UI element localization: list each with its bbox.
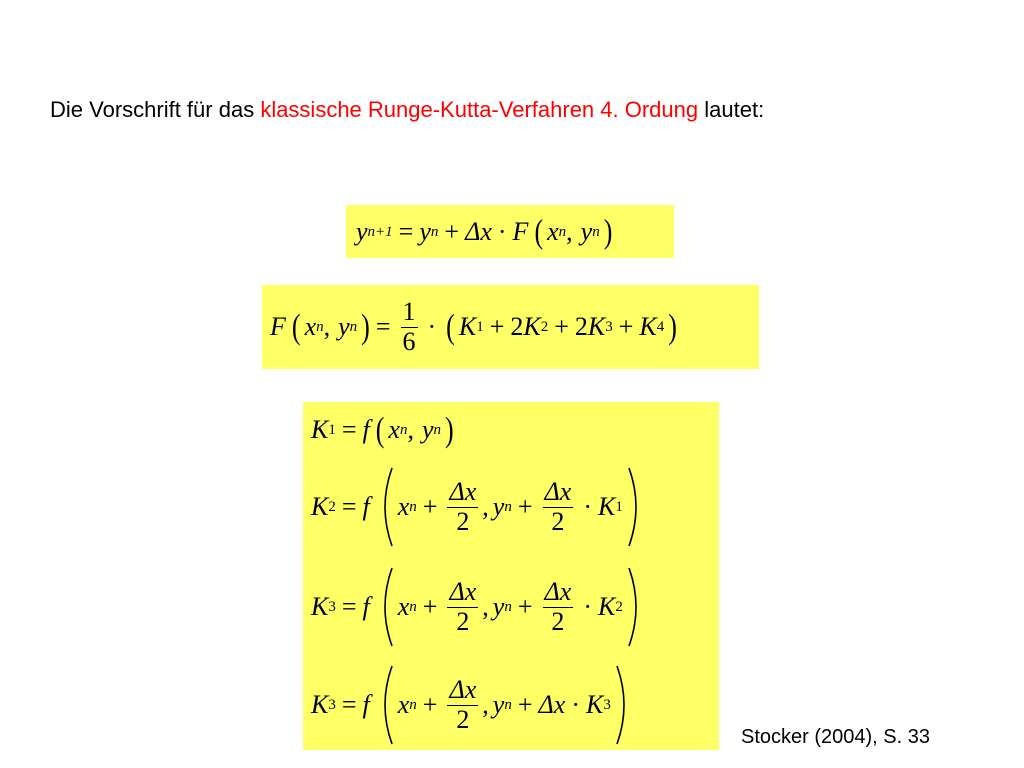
formula-k3: K 3 = f x n + $\frac{\Delta x}{2}$ , y n + $\frac{\Delta x}{2}$ · K 2 bbox=[311, 564, 645, 650]
intro-highlight: klassische Runge-Kutta-Verfahren 4. Ordung bbox=[260, 97, 699, 122]
intro-text-before: Die Vorschrift für das bbox=[50, 97, 255, 122]
formula-increment: F ( x n , y n ) = $\frac{1}{6}$ · ( K 1 + 2 K 2 + 2 K 3 + K 4 ) bbox=[270, 296, 677, 356]
formula-update-box bbox=[346, 205, 674, 258]
intro-text-after: lautet: bbox=[704, 97, 765, 122]
fraction-one-sixth: $\frac{1}{6}$ bbox=[402, 296, 416, 356]
formula-k-box bbox=[303, 402, 719, 750]
intro-sentence bbox=[50, 97, 764, 123]
citation: Stocker (2004), S. 33 bbox=[741, 726, 930, 748]
formula-increment-box bbox=[262, 285, 759, 369]
formula-update: y n+1 = y n + Δx · F ( x n , y n ) bbox=[356, 212, 613, 251]
formula-k1: K 1 = f ( x n , y n ) bbox=[311, 409, 454, 449]
formula-k4: K 3 = f x n + $\frac{\Delta x}{2}$ , y n + Δx · K 3 bbox=[311, 662, 633, 748]
formula-k2: K 2 = f x n + $\frac{\Delta x}{2}$ , y n + $\frac{\Delta x}{2}$ · K 1 bbox=[311, 464, 645, 550]
